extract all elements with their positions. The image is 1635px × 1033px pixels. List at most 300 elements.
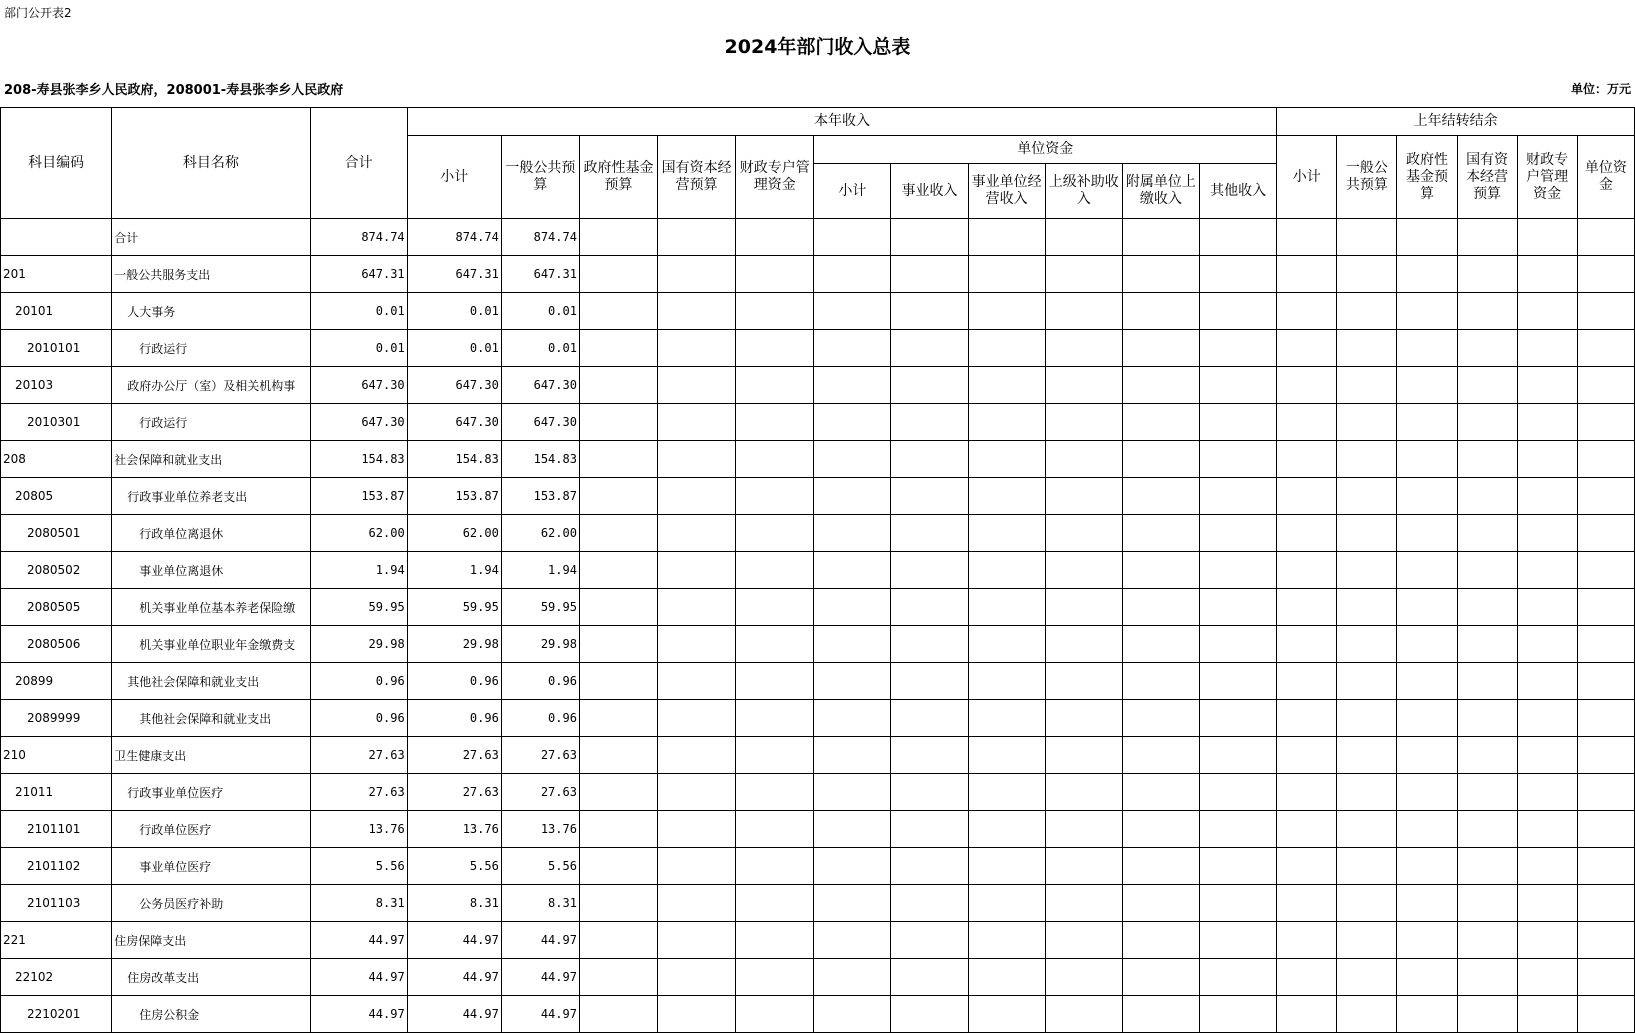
cell-total: 1.94 <box>310 552 407 589</box>
cell-empty <box>1337 885 1397 922</box>
cell-empty <box>1045 996 1122 1033</box>
cell-name: 机关事业单位基本养老保险缴 <box>112 589 310 626</box>
cell-empty <box>1122 663 1199 700</box>
cell-name: 政府办公厅（室）及相关机构事 <box>112 367 310 404</box>
cell-empty <box>1199 626 1276 663</box>
cell-empty <box>736 922 814 959</box>
cell-cy-general: 874.74 <box>501 219 579 256</box>
cell-empty <box>1199 737 1276 774</box>
cell-empty <box>1577 515 1634 552</box>
cell-total: 5.56 <box>310 848 407 885</box>
cell-cy-subtotal: 0.96 <box>407 663 501 700</box>
cell-empty <box>658 256 736 293</box>
cell-empty <box>1122 367 1199 404</box>
cell-total: 62.00 <box>310 515 407 552</box>
cell-total: 44.97 <box>310 922 407 959</box>
cell-empty <box>1122 330 1199 367</box>
cell-empty <box>1337 663 1397 700</box>
table-row <box>1 922 1635 959</box>
cell-cy-general: 154.83 <box>501 441 579 478</box>
table-row <box>1 811 1635 848</box>
cell-empty <box>1337 922 1397 959</box>
cell-empty <box>1517 663 1577 700</box>
cell-empty <box>1577 330 1634 367</box>
cell-empty <box>814 293 891 330</box>
cell-empty <box>1517 737 1577 774</box>
cell-empty <box>1397 922 1457 959</box>
cell-empty <box>1517 774 1577 811</box>
cell-empty <box>1337 552 1397 589</box>
cell-empty <box>1122 441 1199 478</box>
cell-empty <box>1397 885 1457 922</box>
col-name-header: 科目名称 <box>112 108 310 219</box>
cell-empty <box>1277 885 1337 922</box>
cell-empty <box>1397 552 1457 589</box>
cell-empty <box>1122 552 1199 589</box>
cell-cy-subtotal: 27.63 <box>407 774 501 811</box>
cell-empty <box>1577 922 1634 959</box>
cell-code: 2080502 <box>1 552 112 589</box>
cell-name: 公务员医疗补助 <box>112 885 310 922</box>
cell-name: 事业单位离退休 <box>112 552 310 589</box>
cell-empty <box>1045 885 1122 922</box>
cell-empty <box>814 663 891 700</box>
cell-empty <box>968 811 1045 848</box>
cell-total: 154.83 <box>310 441 407 478</box>
cell-empty <box>814 737 891 774</box>
cell-empty <box>891 404 968 441</box>
cell-empty <box>968 848 1045 885</box>
cell-empty <box>1199 404 1276 441</box>
cell-code: 20805 <box>1 478 112 515</box>
cell-cy-subtotal: 0.96 <box>407 700 501 737</box>
cell-code <box>1 219 112 256</box>
cell-empty <box>736 700 814 737</box>
cell-empty <box>814 922 891 959</box>
cell-empty <box>1199 922 1276 959</box>
cell-cy-general: 0.96 <box>501 663 579 700</box>
cell-cy-subtotal: 8.31 <box>407 885 501 922</box>
cell-empty <box>1397 515 1457 552</box>
cell-empty <box>1277 922 1337 959</box>
cell-empty <box>1577 441 1634 478</box>
cell-name: 事业单位医疗 <box>112 848 310 885</box>
cell-empty <box>968 478 1045 515</box>
cell-empty <box>736 478 814 515</box>
co-subtotal-header: 小计 <box>1277 136 1337 219</box>
cell-code: 20899 <box>1 663 112 700</box>
cell-empty <box>1397 441 1457 478</box>
cell-empty <box>814 552 891 589</box>
cell-empty <box>579 848 657 885</box>
cell-empty <box>1457 219 1517 256</box>
unit-funds-header: 单位资金 <box>814 136 1277 164</box>
cell-code: 2101101 <box>1 811 112 848</box>
cell-cy-subtotal: 1.94 <box>407 552 501 589</box>
cell-empty <box>1045 848 1122 885</box>
col-code-header: 科目编码 <box>1 108 112 219</box>
cell-empty <box>1457 663 1517 700</box>
cell-empty <box>1199 293 1276 330</box>
cell-cy-general: 647.31 <box>501 256 579 293</box>
cell-empty <box>1577 885 1634 922</box>
cell-empty <box>1337 848 1397 885</box>
cell-empty <box>1122 256 1199 293</box>
cell-cy-general: 153.87 <box>501 478 579 515</box>
table-body <box>1 219 1635 1033</box>
cell-cy-general: 647.30 <box>501 367 579 404</box>
cell-empty <box>1337 293 1397 330</box>
cell-name: 合计 <box>112 219 310 256</box>
cell-cy-general: 5.56 <box>501 848 579 885</box>
cell-cy-subtotal: 29.98 <box>407 626 501 663</box>
cell-empty <box>1045 774 1122 811</box>
cell-empty <box>891 811 968 848</box>
cell-empty <box>1577 737 1634 774</box>
uf-business-header: 事业收入 <box>891 164 968 219</box>
cell-empty <box>658 700 736 737</box>
cell-total: 874.74 <box>310 219 407 256</box>
cell-empty <box>1045 959 1122 996</box>
cell-name: 住房保障支出 <box>112 922 310 959</box>
cell-empty <box>1457 626 1517 663</box>
cell-name: 卫生健康支出 <box>112 737 310 774</box>
cell-empty <box>1457 811 1517 848</box>
cell-empty <box>1577 700 1634 737</box>
cell-empty <box>736 552 814 589</box>
cell-empty <box>736 367 814 404</box>
cell-empty <box>1337 219 1397 256</box>
cell-empty <box>1199 663 1276 700</box>
cell-empty <box>968 219 1045 256</box>
cell-empty <box>658 885 736 922</box>
co-unit-header: 单位资金 <box>1577 136 1634 219</box>
cell-empty <box>1122 996 1199 1033</box>
cell-code: 2210201 <box>1 996 112 1033</box>
cell-empty <box>1517 626 1577 663</box>
cell-empty <box>658 663 736 700</box>
cell-empty <box>1045 441 1122 478</box>
cell-name: 社会保障和就业支出 <box>112 441 310 478</box>
cell-empty <box>1337 700 1397 737</box>
cell-empty <box>1397 219 1457 256</box>
cell-empty <box>814 367 891 404</box>
cell-empty <box>1199 256 1276 293</box>
cell-empty <box>1577 663 1634 700</box>
cell-empty <box>658 441 736 478</box>
cell-empty <box>1199 848 1276 885</box>
cell-total: 0.96 <box>310 663 407 700</box>
cell-empty <box>736 774 814 811</box>
cell-empty <box>891 737 968 774</box>
cell-empty <box>1577 848 1634 885</box>
cell-empty <box>968 737 1045 774</box>
cell-empty <box>1457 515 1517 552</box>
cell-empty <box>968 552 1045 589</box>
cell-empty <box>891 515 968 552</box>
cell-empty <box>891 885 968 922</box>
cell-total: 44.97 <box>310 996 407 1033</box>
cell-empty <box>1277 330 1337 367</box>
cell-empty <box>1122 404 1199 441</box>
cell-empty <box>1277 663 1337 700</box>
cell-empty <box>1577 219 1634 256</box>
cell-total: 647.31 <box>310 256 407 293</box>
cell-empty <box>968 589 1045 626</box>
cell-empty <box>1337 330 1397 367</box>
cell-total: 27.63 <box>310 737 407 774</box>
cell-empty <box>1577 478 1634 515</box>
cy-govfund-header: 政府性基金预算 <box>579 136 657 219</box>
cell-cy-general: 27.63 <box>501 737 579 774</box>
cell-name: 行政运行 <box>112 330 310 367</box>
cell-empty <box>1045 293 1122 330</box>
cell-empty <box>1277 811 1337 848</box>
cell-total: 647.30 <box>310 404 407 441</box>
revenue-table <box>0 107 1635 1033</box>
cell-empty <box>658 626 736 663</box>
cell-empty <box>1457 959 1517 996</box>
cell-empty <box>1517 330 1577 367</box>
cell-empty <box>579 219 657 256</box>
cell-empty <box>736 626 814 663</box>
cell-empty <box>814 441 891 478</box>
cell-empty <box>1517 219 1577 256</box>
cell-empty <box>1199 959 1276 996</box>
cell-name: 人大事务 <box>112 293 310 330</box>
cell-cy-subtotal: 153.87 <box>407 478 501 515</box>
carryover-header: 上年结转结余 <box>1277 108 1635 136</box>
cell-empty <box>1122 959 1199 996</box>
cell-empty <box>1397 700 1457 737</box>
cell-empty <box>658 811 736 848</box>
cell-total: 8.31 <box>310 885 407 922</box>
cell-empty <box>814 848 891 885</box>
cell-empty <box>658 478 736 515</box>
cell-empty <box>1397 478 1457 515</box>
cell-empty <box>891 367 968 404</box>
cell-empty <box>1122 774 1199 811</box>
cell-code: 201 <box>1 256 112 293</box>
cell-cy-subtotal: 13.76 <box>407 811 501 848</box>
cell-empty <box>814 885 891 922</box>
cell-empty <box>1277 478 1337 515</box>
cell-empty <box>1457 552 1517 589</box>
cell-empty <box>658 774 736 811</box>
cell-cy-general: 62.00 <box>501 515 579 552</box>
cell-empty <box>1397 996 1457 1033</box>
cell-empty <box>1577 293 1634 330</box>
cell-empty <box>1397 293 1457 330</box>
cell-empty <box>1045 404 1122 441</box>
cell-empty <box>1277 441 1337 478</box>
cell-empty <box>1457 441 1517 478</box>
cell-empty <box>736 737 814 774</box>
cell-empty <box>1122 811 1199 848</box>
cell-empty <box>1277 367 1337 404</box>
cell-empty <box>1199 700 1276 737</box>
cell-empty <box>736 848 814 885</box>
unit-label: 单位：万元 <box>1570 82 1631 96</box>
cell-empty <box>1337 959 1397 996</box>
cell-empty <box>579 330 657 367</box>
table-row <box>1 552 1635 589</box>
cell-name: 行政事业单位医疗 <box>112 774 310 811</box>
cell-total: 0.96 <box>310 700 407 737</box>
cell-empty <box>891 922 968 959</box>
cell-empty <box>1122 922 1199 959</box>
cell-empty <box>1397 774 1457 811</box>
table-row <box>1 441 1635 478</box>
cell-empty <box>1457 885 1517 922</box>
cell-empty <box>1045 330 1122 367</box>
cell-empty <box>1277 737 1337 774</box>
cell-empty <box>579 256 657 293</box>
cell-empty <box>579 959 657 996</box>
cell-cy-subtotal: 154.83 <box>407 441 501 478</box>
cell-empty <box>1457 922 1517 959</box>
cell-empty <box>1045 478 1122 515</box>
cell-cy-general: 13.76 <box>501 811 579 848</box>
cell-empty <box>1277 959 1337 996</box>
cell-empty <box>1517 996 1577 1033</box>
cell-empty <box>1122 737 1199 774</box>
form-number: 部门公开表2 <box>4 6 72 20</box>
cell-empty <box>1457 330 1517 367</box>
cell-cy-general: 44.97 <box>501 922 579 959</box>
cell-empty <box>891 959 968 996</box>
cell-empty <box>1577 959 1634 996</box>
cell-empty <box>968 626 1045 663</box>
cell-empty <box>1457 367 1517 404</box>
cell-empty <box>1577 256 1634 293</box>
cell-empty <box>579 293 657 330</box>
cell-empty <box>579 367 657 404</box>
cell-total: 27.63 <box>310 774 407 811</box>
cell-empty <box>1337 737 1397 774</box>
cell-empty <box>1517 367 1577 404</box>
cell-empty <box>814 404 891 441</box>
cell-empty <box>1577 996 1634 1033</box>
cell-total: 29.98 <box>310 626 407 663</box>
cell-cy-subtotal: 44.97 <box>407 922 501 959</box>
cell-empty <box>1277 774 1337 811</box>
uf-operating-header: 事业单位经营收入 <box>968 164 1045 219</box>
cell-empty <box>1199 478 1276 515</box>
table-row <box>1 589 1635 626</box>
cell-code: 208 <box>1 441 112 478</box>
cell-empty <box>1517 885 1577 922</box>
cell-total: 0.01 <box>310 293 407 330</box>
cell-empty <box>579 885 657 922</box>
cell-empty <box>891 478 968 515</box>
cell-empty <box>968 700 1045 737</box>
cell-empty <box>736 663 814 700</box>
table-row <box>1 774 1635 811</box>
cell-empty <box>1337 367 1397 404</box>
cell-empty <box>658 367 736 404</box>
cell-empty <box>1517 811 1577 848</box>
co-general-header: 一般公共预算 <box>1337 136 1397 219</box>
cell-empty <box>1457 737 1517 774</box>
uf-subsidy-header: 上级补助收入 <box>1045 164 1122 219</box>
cell-total: 153.87 <box>310 478 407 515</box>
cell-empty <box>1277 848 1337 885</box>
cell-empty <box>1517 441 1577 478</box>
cell-empty <box>736 330 814 367</box>
cell-name: 行政单位医疗 <box>112 811 310 848</box>
cell-cy-subtotal: 59.95 <box>407 589 501 626</box>
table-row <box>1 700 1635 737</box>
cell-empty <box>658 330 736 367</box>
cell-code: 2101103 <box>1 885 112 922</box>
uf-other-header: 其他收入 <box>1199 164 1276 219</box>
cell-empty <box>891 663 968 700</box>
cell-empty <box>891 256 968 293</box>
cell-empty <box>814 811 891 848</box>
table-row <box>1 885 1635 922</box>
cell-cy-general: 59.95 <box>501 589 579 626</box>
cell-empty <box>1199 552 1276 589</box>
cell-total: 13.76 <box>310 811 407 848</box>
cell-empty <box>1277 404 1337 441</box>
page-title: 2024年部门收入总表 <box>724 36 911 58</box>
cell-empty <box>891 330 968 367</box>
cell-empty <box>1337 478 1397 515</box>
cell-empty <box>1199 441 1276 478</box>
table-row <box>1 626 1635 663</box>
cell-empty <box>658 996 736 1033</box>
cell-cy-subtotal: 27.63 <box>407 737 501 774</box>
cell-empty <box>1457 478 1517 515</box>
cell-cy-general: 27.63 <box>501 774 579 811</box>
cell-total: 44.97 <box>310 959 407 996</box>
cell-empty <box>968 367 1045 404</box>
cell-empty <box>968 293 1045 330</box>
cell-cy-general: 0.96 <box>501 700 579 737</box>
cell-empty <box>736 996 814 1033</box>
cell-empty <box>579 774 657 811</box>
cell-empty <box>579 922 657 959</box>
cell-code: 20101 <box>1 293 112 330</box>
cell-empty <box>814 478 891 515</box>
cell-name: 行政单位离退休 <box>112 515 310 552</box>
cell-empty <box>814 330 891 367</box>
cell-empty <box>891 293 968 330</box>
cell-empty <box>968 885 1045 922</box>
cell-empty <box>736 515 814 552</box>
cell-code: 2010301 <box>1 404 112 441</box>
uf-subtotal-header: 小计 <box>814 164 891 219</box>
cell-code: 20103 <box>1 367 112 404</box>
cell-empty <box>891 552 968 589</box>
cell-name: 其他社会保障和就业支出 <box>112 700 310 737</box>
cell-empty <box>658 922 736 959</box>
table-row <box>1 848 1635 885</box>
cell-empty <box>1397 663 1457 700</box>
cell-code: 2089999 <box>1 700 112 737</box>
cell-empty <box>1457 774 1517 811</box>
table-row <box>1 330 1635 367</box>
cell-empty <box>736 589 814 626</box>
cell-empty <box>1337 626 1397 663</box>
cell-empty <box>1517 848 1577 885</box>
cell-empty <box>579 552 657 589</box>
cell-empty <box>658 737 736 774</box>
cy-stateown-header: 国有资本经营预算 <box>658 136 736 219</box>
cell-cy-general: 44.97 <box>501 996 579 1033</box>
cell-cy-general: 44.97 <box>501 959 579 996</box>
